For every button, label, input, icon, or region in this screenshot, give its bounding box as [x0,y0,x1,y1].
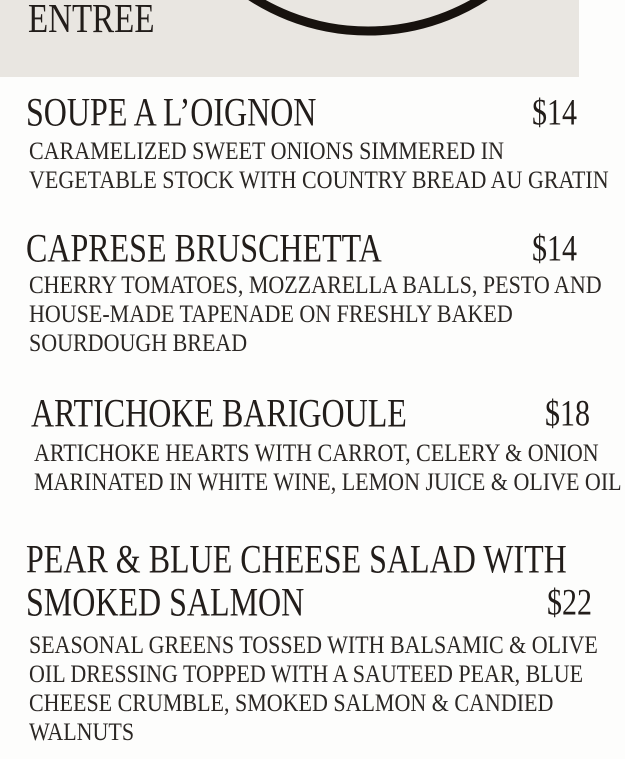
menu-item-price: $22 [547,581,592,624]
menu-item-price: $14 [532,91,577,134]
menu-header-band [0,0,579,77]
menu-item-name [31,392,577,435]
description-line: OIL DRESSING TOPPED WITH A SAUTEED PEAR, BLUE [29,659,584,688]
menu-item-name-line: ARTICHOKE BARIGOULE [31,390,407,436]
description-line: HOUSE-MADE TAPENADE ON FRESHLY BAKED [29,299,513,328]
menu-item-name [26,91,577,134]
menu-item-title-row [31,390,590,436]
menu-item-name-line: SMOKED SALMON [26,579,305,625]
menu-item-title-row [26,227,577,270]
menu-item-name-line: SOUPE A L’OIGNON [26,89,317,135]
description-line: CHEESE CRUMBLE, SMOKED SALMON & CANDIED [29,688,554,717]
description-line: CHERRY TOMATOES, MOZZARELLA BALLS, PESTO AND [29,270,602,299]
menu-item-title-row [26,536,592,625]
menu-list [0,91,625,746]
description-line: SOURDOUGH BREAD [29,328,248,357]
menu-item-soupe-a-loignon [26,89,609,194]
description-line: VEGETABLE STOCK WITH COUNTRY BREAD AU GRATIN [29,165,609,194]
menu-item-name [26,538,577,624]
menu-item-title-row [26,91,577,134]
description-line: MARINATED IN WHITE WINE, LEMON JUICE & OLIVE OIL [34,467,622,496]
menu-item-price: $14 [532,227,577,270]
menu-item-description [26,630,598,746]
menu-item-description [26,270,602,357]
description-line: CARAMELIZED SWEET ONIONS SIMMERED IN [29,136,505,165]
menu-item-caprese-bruschetta [26,225,602,357]
menu-item-name-line: PEAR & BLUE CHEESE SALAD WITH [26,536,567,582]
description-line: WALNUTS [29,717,135,746]
description-line: SEASONAL GREENS TOSSED WITH BALSAMIC & OLIVE [29,630,598,659]
menu-item-pear-blue-cheese-salad [26,536,598,746]
menu-item-name-line: CAPRESE BRUSCHETTA [26,225,382,271]
menu-item-name [26,227,577,270]
menu-item-description [26,136,609,194]
menu-item-price: $18 [545,392,590,435]
description-line: ARTICHOKE HEARTS WITH CARROT, CELERY & ONION [34,438,599,467]
menu-item-artichoke-barigoule [26,390,622,496]
section-title: ENTREE [28,0,155,42]
menu-item-description [31,438,622,496]
